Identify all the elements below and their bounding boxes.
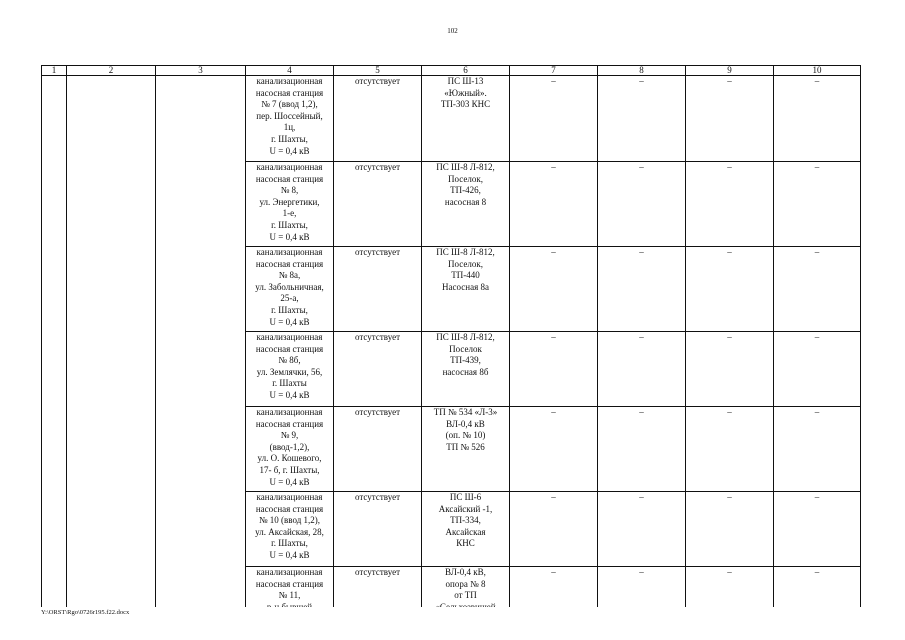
cell-col-1 (42, 247, 67, 332)
cell-col-9 (686, 76, 774, 162)
cell-col-9-text: – (727, 76, 732, 86)
cell-col-7-text: – (551, 407, 556, 417)
cell-col-8-text: – (639, 492, 644, 502)
cell-col-3 (156, 407, 246, 492)
cell-col-9-text: – (727, 332, 732, 342)
cell-col-9 (686, 407, 774, 492)
source-cell-text: ПС Ш-8 Л-812, Поселок, ТП-426, насосная 8 (436, 162, 495, 207)
cell-col-9 (686, 492, 774, 567)
object-cell-text: канализационная насосная станция № 7 (ввод 1,2), пер. Шоссейный, 1ц, г. Шахты, U = 0,4 кВ (255, 76, 324, 156)
cell-col-10 (774, 247, 861, 332)
cell-col-7 (510, 76, 598, 162)
cell-col-8 (598, 247, 686, 332)
object-cell (246, 332, 334, 407)
cell-col-8 (598, 332, 686, 407)
cell-col-9 (686, 332, 774, 407)
cell-col-9-text: – (727, 162, 732, 172)
column-number: 5 (334, 66, 422, 76)
column-number: 9 (686, 66, 774, 76)
table-row (42, 332, 861, 407)
status-cell-text: отсутствует (354, 162, 401, 172)
cell-col-3 (156, 76, 246, 162)
cell-col-8 (598, 76, 686, 162)
status-cell (334, 76, 422, 162)
cell-col-7 (510, 492, 598, 567)
object-cell (246, 76, 334, 162)
source-cell (422, 247, 510, 332)
cell-col-10-text: – (814, 332, 820, 342)
cell-col-1 (42, 162, 67, 247)
table-row (42, 407, 861, 492)
object-cell-text: канализационная насосная станция № 10 (ввод 1,2), ул. Аксайская, 28, г. Шахты, U = 0,4 кВ (255, 492, 324, 560)
column-number-row (42, 66, 861, 76)
source-cell-text: ТП № 534 «Л-3» ВЛ-0,4 кВ (оп. № 10) ТП № 526 (433, 407, 498, 452)
cell-col-8 (598, 407, 686, 492)
column-number: 8 (598, 66, 686, 76)
cell-col-10 (774, 492, 861, 567)
cell-col-9 (686, 247, 774, 332)
cell-col-1 (42, 407, 67, 492)
source-cell-text: ВЛ-0,4 кВ, опора № 8 от ТП (445, 567, 486, 601)
source-cell-text: ПС Ш-6 Аксайский -1, ТП-334, Аксайская КНС (438, 492, 493, 549)
data-table (41, 65, 861, 616)
cell-col-7-text: – (551, 567, 556, 577)
column-number: 4 (246, 66, 334, 76)
cell-col-7 (510, 332, 598, 407)
object-cell (246, 407, 334, 492)
cell-col-2 (67, 492, 156, 567)
cell-col-7 (510, 162, 598, 247)
cell-col-10-text: – (814, 567, 820, 577)
status-cell (334, 407, 422, 492)
cell-col-8-text: – (639, 162, 644, 172)
cell-col-2 (67, 332, 156, 407)
page-bottom-margin (0, 607, 905, 640)
cell-col-8-text: – (639, 247, 644, 257)
cell-col-9-text: – (727, 492, 732, 502)
cell-col-2 (67, 247, 156, 332)
cell-col-9-text: – (727, 247, 732, 257)
cell-col-7 (510, 247, 598, 332)
status-cell-text: отсутствует (354, 567, 401, 577)
status-cell-text: отсутствует (354, 492, 401, 502)
table-row (42, 76, 861, 162)
cell-col-3 (156, 492, 246, 567)
object-cell-text: канализационная насосная станция № 9, (ввод-1,2), ул. О. Кошевого, 17- б, г. Шахты, U = 0,4 кВ (255, 407, 324, 487)
source-cell (422, 76, 510, 162)
cell-col-7 (510, 407, 598, 492)
source-cell (422, 492, 510, 567)
status-cell-text: отсутствует (354, 76, 401, 86)
object-cell (246, 492, 334, 567)
object-cell-text: канализационная насосная станция № 8а, ул. Забольничная, 25-а, г. Шахты, U = 0,4 кВ (255, 247, 324, 327)
table-row (42, 492, 861, 567)
cell-col-10-text: – (814, 407, 820, 417)
cell-col-2 (67, 407, 156, 492)
object-cell-text: канализационная насосная станция № 8б, ул. Землячки, 56, г. Шахты U = 0,4 кВ (255, 332, 324, 400)
source-cell (422, 332, 510, 407)
cell-col-10-text: – (814, 492, 820, 502)
cell-col-3 (156, 162, 246, 247)
cell-col-8 (598, 162, 686, 247)
cell-col-7-text: – (551, 492, 556, 502)
cell-col-2 (67, 76, 156, 162)
source-cell-text: ПС Ш-8 Л-812, Поселок ТП-439, насосная 8б (436, 332, 495, 377)
status-cell (334, 332, 422, 407)
cell-col-7-text: – (551, 247, 556, 257)
cell-col-2 (67, 162, 156, 247)
cell-col-8 (598, 492, 686, 567)
column-number: 2 (67, 66, 156, 76)
file-path-footer: Y:\ORST\Rgo\0726r195.f22.docx (41, 609, 130, 616)
cell-col-8-text: – (639, 76, 644, 86)
object-cell-text: канализационная насосная станция № 11, (255, 567, 324, 601)
table-row (42, 162, 861, 247)
source-cell-text: ПС Ш-8 Л-812, Поселок, ТП-440 Насосная 8а (436, 247, 495, 292)
page-number: 102 (447, 27, 458, 35)
object-cell (246, 247, 334, 332)
status-cell (334, 162, 422, 247)
cell-col-8-text: – (639, 407, 644, 417)
cell-col-10-text: – (814, 162, 820, 172)
cell-col-1 (42, 492, 67, 567)
column-number: 1 (42, 66, 67, 76)
column-number: 6 (422, 66, 510, 76)
cell-col-8-text: – (639, 332, 644, 342)
status-cell-text: отсутствует (354, 332, 401, 342)
status-cell-text: отсутствует (354, 247, 401, 257)
cell-col-9-text: – (727, 407, 732, 417)
cell-col-3 (156, 247, 246, 332)
status-cell (334, 247, 422, 332)
cell-col-9-text: – (727, 567, 732, 577)
cell-col-8-text: – (639, 567, 644, 577)
cell-col-7-text: – (551, 332, 556, 342)
cell-col-7-text: – (551, 162, 556, 172)
cell-col-10 (774, 76, 861, 162)
cell-col-10 (774, 162, 861, 247)
cell-col-1 (42, 76, 67, 162)
status-cell (334, 492, 422, 567)
cell-col-1 (42, 332, 67, 407)
status-cell-text: отсутствует (354, 407, 401, 417)
column-number: 7 (510, 66, 598, 76)
object-cell (246, 162, 334, 247)
cell-col-10 (774, 407, 861, 492)
cell-col-10-text: – (814, 247, 820, 257)
source-cell (422, 407, 510, 492)
column-number: 10 (774, 66, 861, 76)
cell-col-3 (156, 332, 246, 407)
cell-col-10 (774, 332, 861, 407)
source-cell (422, 162, 510, 247)
column-number: 3 (156, 66, 246, 76)
cell-col-9 (686, 162, 774, 247)
cell-col-10-text: – (814, 76, 820, 86)
cell-col-7-text: – (551, 76, 556, 86)
source-cell-text: ПС Ш-13 «Южный». ТП-303 КНС (440, 76, 491, 110)
table-row (42, 247, 861, 332)
object-cell-text: канализационная насосная станция № 8, ул. Энергетики, 1-е, г. Шахты, U = 0,4 кВ (255, 162, 324, 242)
